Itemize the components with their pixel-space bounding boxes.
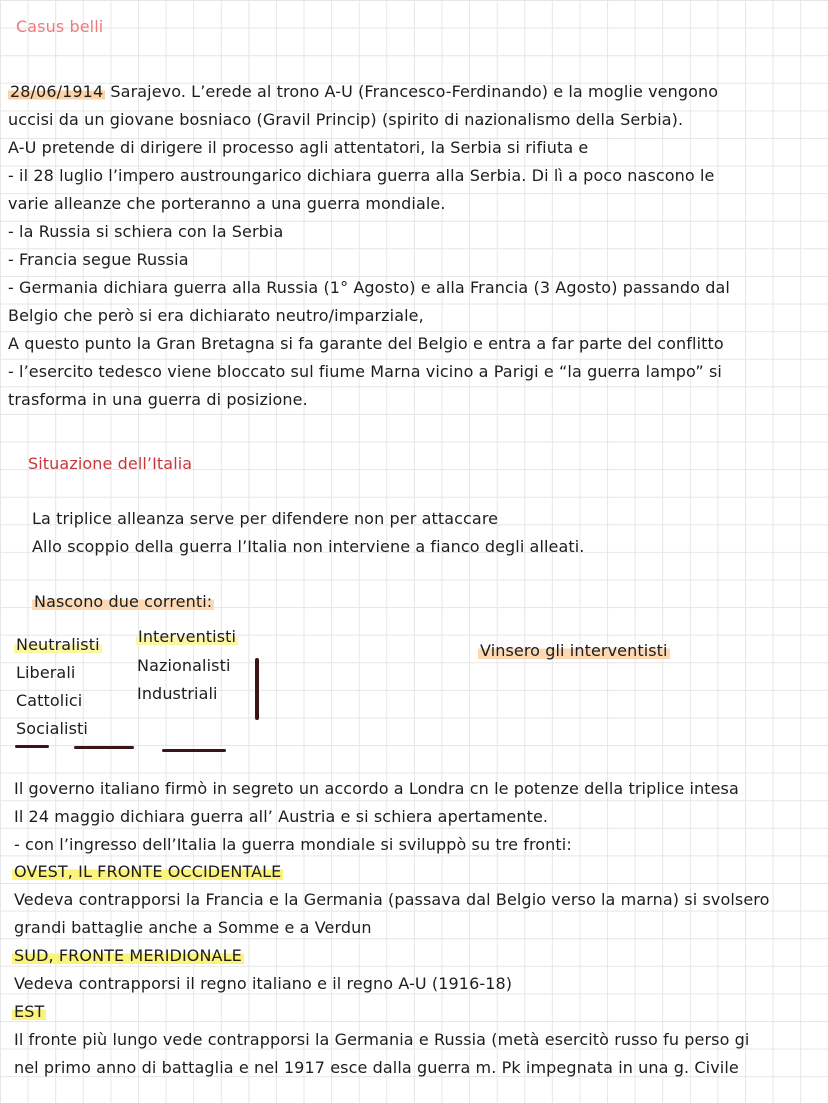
list-item: Socialisti xyxy=(16,719,88,738)
page-title: Casus belli xyxy=(16,17,104,36)
paragraph-line: A questo punto la Gran Bretagna si fa garante del Belgio e entra a far parte del conflitto xyxy=(8,334,724,353)
underline-mark xyxy=(74,746,134,749)
underline-mark xyxy=(15,745,49,748)
paragraph-line xyxy=(8,81,718,103)
paragraph-line: Belgio che però si era dichiarato neutro/imparziale, xyxy=(8,306,424,325)
paragraph-line: - l’esercito tedesco viene bloccato sul fiume Marna vicino a Parigi e “la guerra lampo” si xyxy=(8,362,722,381)
list-item: Nazionalisti xyxy=(137,656,231,675)
paragraph-line: A-U pretende di dirigere il processo agli attentatori, la Serbia si rifiuta e xyxy=(8,138,589,157)
paragraph-line: Vedeva contrapporsi la Francia e la Germania (passava dal Belgio verso la marna) si svolsero xyxy=(14,890,770,909)
paragraph-line: varie alleanze che porteranno a una guerra mondiale. xyxy=(8,194,446,213)
paragraph-line: trasforma in una guerra di posizione. xyxy=(8,390,308,409)
list-item: Liberali xyxy=(16,663,76,682)
list-item: Industriali xyxy=(137,684,218,703)
paragraph-line: - la Russia si schiera con la Serbia xyxy=(8,222,284,241)
vertical-marker xyxy=(255,658,259,720)
paragraph-line: nel primo anno di battaglia e nel 1917 esce dalla guerra m. Pk impegnata in una g. Civile xyxy=(14,1058,739,1077)
interventisti-label: Interventisti xyxy=(138,627,237,646)
date-highlight: 28/06/1914 xyxy=(10,82,104,101)
currents-heading-text: Nascono due correnti: xyxy=(34,592,213,611)
line-text: Sarajevo. L’erede al trono A-U (Francesco-Ferdinando) e la moglie vengono xyxy=(105,82,719,101)
interventisti-header xyxy=(136,626,238,648)
list-item: Cattolici xyxy=(16,691,83,710)
paragraph-line: - Germania dichiara guerra alla Russia (1° Agosto) e alla Francia (3 Agosto) passando dal xyxy=(8,278,730,297)
currents-heading xyxy=(32,591,214,613)
front-west-title-text: OVEST, IL FRONTE OCCIDENTALE xyxy=(14,862,282,881)
front-south-title xyxy=(12,945,244,967)
underline-mark xyxy=(162,749,226,752)
paragraph-line: Allo scoppio della guerra l’Italia non interviene a fianco degli alleati. xyxy=(32,537,585,556)
front-east-title-text: EST xyxy=(14,1002,45,1021)
paragraph-line: Il fronte più lungo vede contrapporsi la Germania e Russia (metà esercitò russo fu perso gi xyxy=(14,1030,750,1049)
front-east-title xyxy=(12,1001,46,1023)
front-west-title xyxy=(12,861,283,883)
paragraph-line: Il 24 maggio dichiara guerra all’ Austria e si schiera apertamente. xyxy=(14,807,549,826)
paragraph-line: - il 28 luglio l’impero austroungarico dichiara guerra alla Serbia. Di lì a poco nascono le xyxy=(8,166,715,185)
neutralisti-header xyxy=(14,634,102,656)
section-heading: Situazione dell’Italia xyxy=(28,454,193,473)
paragraph-line: uccisi da un giovane bosniaco (Gravil Princip) (spirito di nazionalismo della Serbia). xyxy=(8,110,684,129)
paragraph-line: - con l’ingresso dell’Italia la guerra mondiale si sviluppò su tre fronti: xyxy=(14,835,572,854)
paragraph-line: Vedeva contrapporsi il regno italiano e il regno A-U (1916-18) xyxy=(14,974,513,993)
paragraph-line: grandi battaglie anche a Somme e a Verdun xyxy=(14,918,372,937)
front-south-title-text: SUD, FRONTE MERIDIONALE xyxy=(14,946,242,965)
paragraph-line: Il governo italiano firmò in segreto un accordo a Londra cn le potenze della triplice intesa xyxy=(14,779,739,798)
result-note xyxy=(478,640,670,662)
paragraph-line: - Francia segue Russia xyxy=(8,250,189,269)
neutralisti-label: Neutralisti xyxy=(16,635,100,654)
result-text: Vinsero gli interventisti xyxy=(480,641,668,660)
paragraph-line: La triplice alleanza serve per difendere non per attaccare xyxy=(32,509,499,528)
